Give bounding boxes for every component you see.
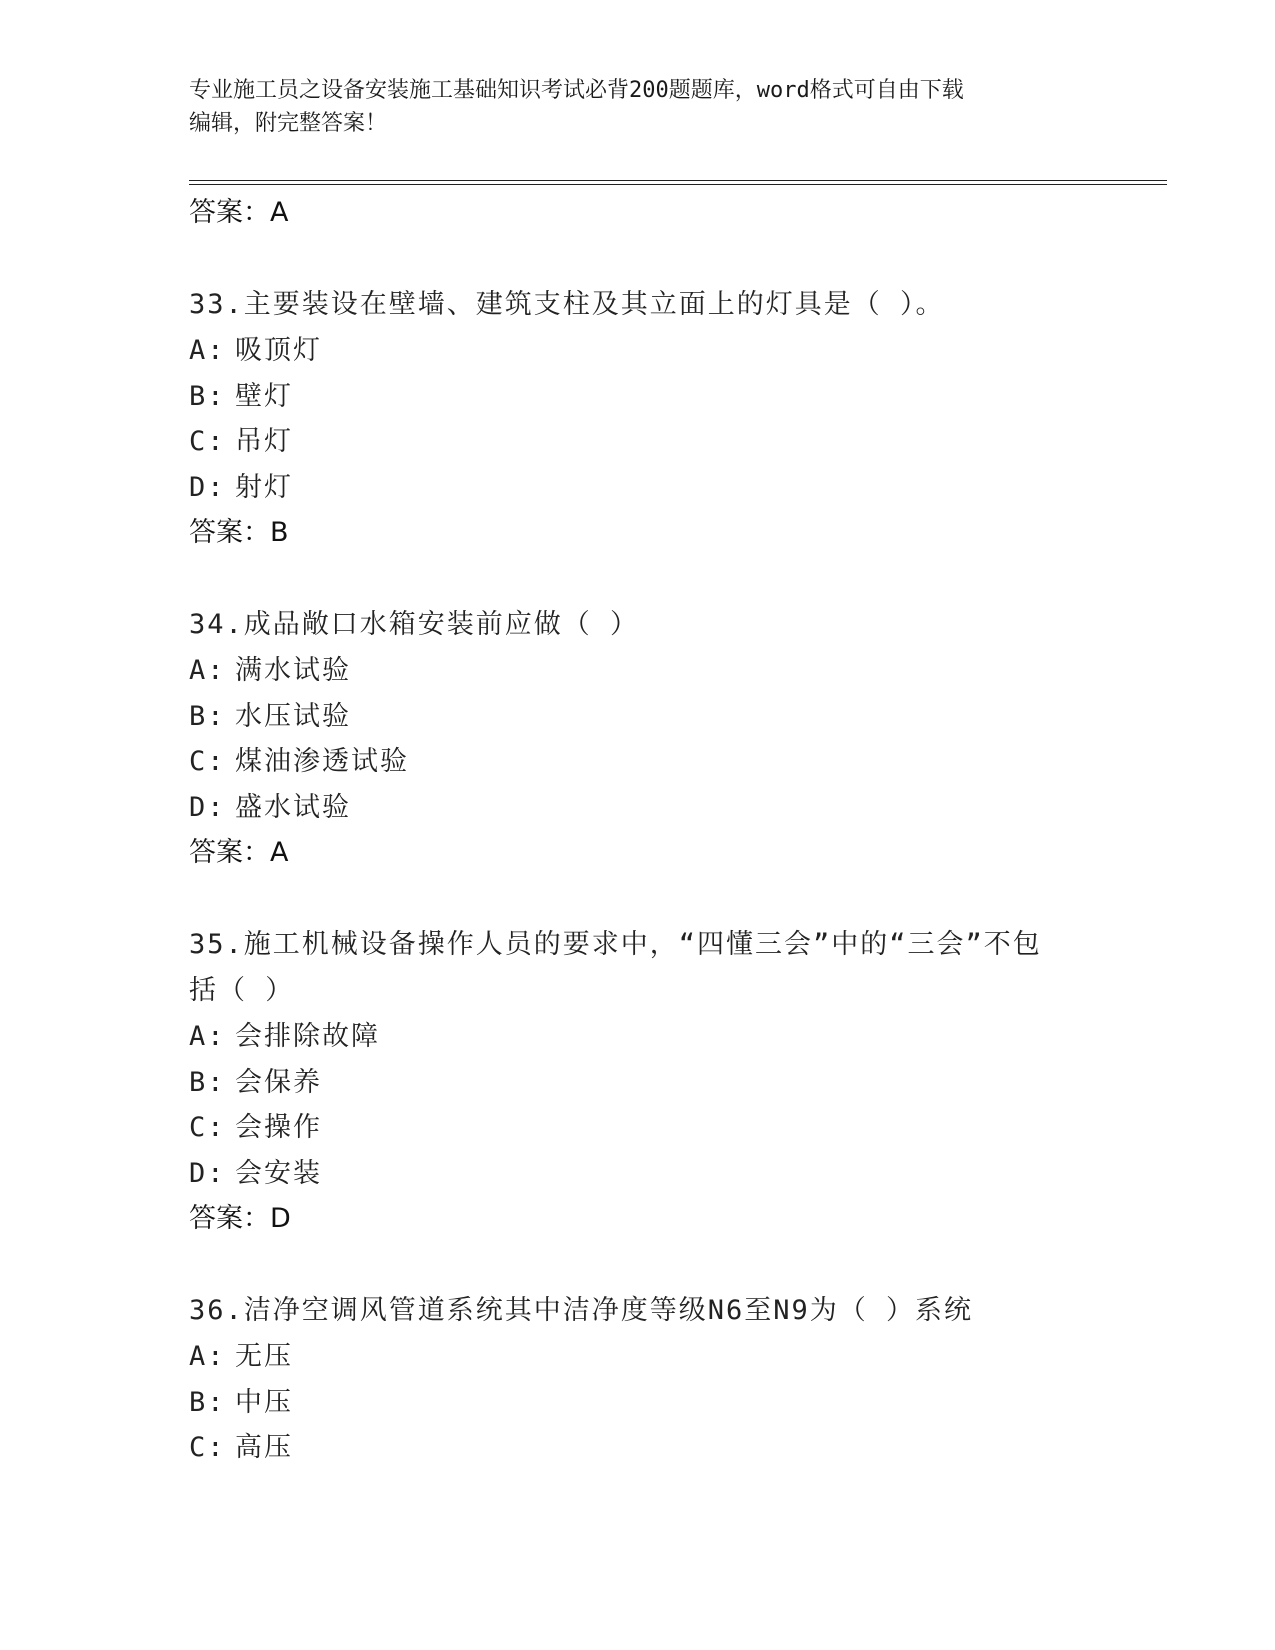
option-text: 壁灯 — [235, 380, 293, 412]
option-text: 会操作 — [235, 1112, 322, 1143]
option-text: 会安装 — [235, 1157, 322, 1189]
option-letter: C: — [189, 426, 226, 457]
question-stem-line: 括（ ） — [189, 975, 295, 1006]
option-b — [189, 1060, 1149, 1106]
question-stem-line: 36.洁净空调风管道系统其中洁净度等级N6至N9为（ ）系统 — [189, 1295, 974, 1326]
option-text: 中压 — [235, 1386, 293, 1418]
question-stem — [189, 602, 1149, 648]
option-text: 满水试验 — [235, 655, 351, 686]
option-text: 无压 — [235, 1341, 293, 1372]
question-block — [189, 282, 1149, 555]
option-letter: B: — [189, 380, 226, 412]
option-c — [189, 1105, 1149, 1151]
option-letter: A: — [189, 655, 226, 686]
option-letter: D: — [189, 471, 226, 503]
question-stem — [189, 1288, 1149, 1334]
option-letter: C: — [189, 1112, 226, 1143]
option-d — [189, 785, 1149, 831]
option-text: 吊灯 — [235, 426, 293, 457]
option-letter: A: — [189, 1021, 226, 1052]
header-title-line-1: 专业施工员之设备安装施工基础知识考试必背200题题库，word格式可自由下载 — [189, 78, 964, 103]
option-c — [189, 419, 1149, 465]
option-a — [189, 328, 1149, 374]
question-block — [189, 922, 1149, 1241]
option-c — [189, 739, 1149, 785]
question-block — [189, 602, 1149, 875]
spacer — [189, 555, 1149, 602]
option-a — [189, 648, 1149, 694]
header-rule-bottom — [189, 184, 1167, 185]
option-letter: D: — [189, 791, 226, 823]
spacer — [189, 875, 1149, 922]
question-stem-line: 34.成品敞口水箱安装前应做（ ） — [189, 609, 640, 640]
option-letter: C: — [189, 1432, 226, 1463]
option-text: 高压 — [235, 1432, 293, 1463]
answer-label: 答案：A — [189, 837, 289, 868]
document-header — [189, 74, 1089, 140]
header-rule-top — [189, 180, 1167, 181]
option-d — [189, 1151, 1149, 1197]
spacer — [189, 1241, 1149, 1288]
question-stem-line: 35.施工机械设备操作人员的要求中，“四懂三会”中的“三会”不包 — [189, 929, 1042, 960]
option-b — [189, 1380, 1149, 1426]
option-a — [189, 1334, 1149, 1380]
option-text: 煤油渗透试验 — [235, 746, 409, 777]
header-title-line-2: 编辑，附完整答案！ — [189, 111, 388, 136]
option-letter: C: — [189, 746, 226, 777]
option-text: 水压试验 — [235, 700, 351, 732]
option-text: 射灯 — [235, 471, 293, 503]
option-b — [189, 374, 1149, 420]
option-text: 会排除故障 — [235, 1021, 380, 1052]
question-stem — [189, 282, 1149, 328]
option-letter: B: — [189, 1386, 226, 1418]
option-a — [189, 1014, 1149, 1060]
question-list — [189, 190, 1149, 1471]
question-block — [189, 1288, 1149, 1471]
option-text: 会保养 — [235, 1066, 322, 1098]
answer-label: 答案：D — [189, 1203, 291, 1234]
spacer — [189, 235, 1149, 282]
option-d — [189, 465, 1149, 511]
option-letter: B: — [189, 700, 226, 732]
option-letter: B: — [189, 1066, 226, 1098]
option-letter: A: — [189, 1341, 226, 1372]
option-c — [189, 1425, 1149, 1471]
question-stem-line: 33.主要装设在壁墙、建筑支柱及其立面上的灯具是（ ）。 — [189, 289, 945, 320]
option-b — [189, 694, 1149, 740]
option-text: 盛水试验 — [235, 791, 351, 823]
option-text: 吸顶灯 — [235, 335, 322, 366]
option-letter: A: — [189, 335, 226, 366]
answer-label: 答案：A — [189, 197, 289, 228]
option-letter: D: — [189, 1157, 226, 1189]
answer-label: 答案：B — [189, 517, 289, 548]
question-stem — [189, 922, 1149, 1014]
